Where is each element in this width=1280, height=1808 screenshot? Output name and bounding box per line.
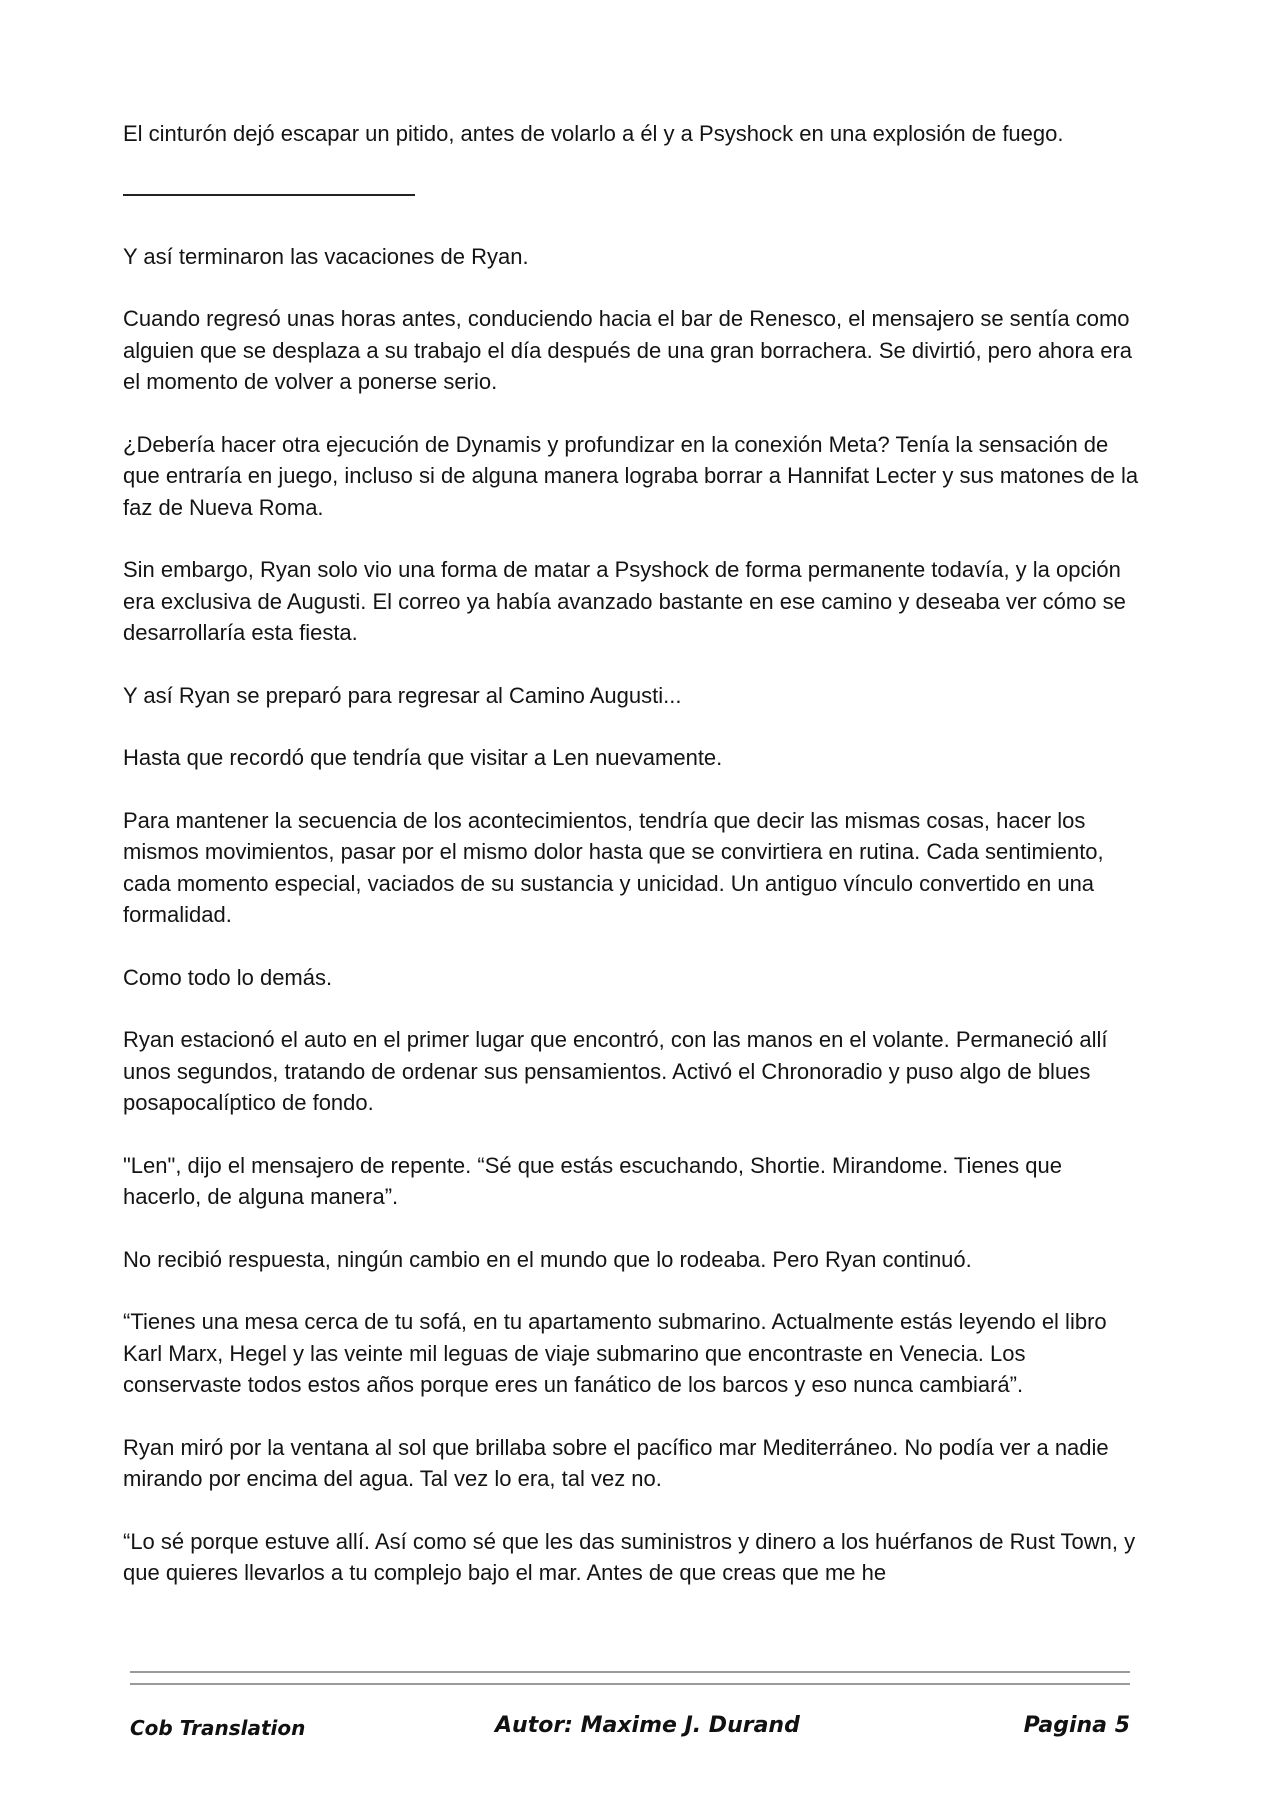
paragraph: Ryan estacionó el auto en el primer lugar que encontró, con las manos en el volante. Permaneció allí unos segundos, tratando de ordenar sus pensamientos. Activó el Chronoradio y puso algo de blues posapocalíptico de fondo. <box>123 1027 1108 1115</box>
section-separator <box>123 194 415 196</box>
paragraph: Sin embargo, Ryan solo vio una forma de matar a Psyshock de forma permanente todavía, y la opción era exclusiva de Augusti. El correo ya había avanzado bastante en ese camino y deseaba ver cómo se desarrollaría esta fiesta. <box>123 557 1126 645</box>
paragraph: “Lo sé porque estuve allí. Así como sé que les das suministros y dinero a los huérfanos de Rust Town, y que quieres llevarlos a tu complejo bajo el mar. Antes de que creas que me he <box>123 1528 1136 1585</box>
paragraph: Como todo lo demás. <box>123 964 333 990</box>
page-footer <box>130 1713 1130 1753</box>
paragraph: Y así Ryan se preparó para regresar al Camino Augusti... <box>123 682 682 708</box>
footer-author: Autor: Maxime J. Durand <box>495 1713 800 1738</box>
paragraph: Cuando regresó unas horas antes, conduciendo hacia el bar de Renesco, el mensajero se sentía como alguien que se desplaza a su trabajo el día después de una gran borrachera. Se divirtió, pero ahora era el momento de volver a ponerse serio. <box>123 306 1133 394</box>
paragraph: ¿Debería hacer otra ejecución de Dynamis y profundizar en la conexión Meta? Tenía la sensación de que entraría en juego, incluso si de alguna manera lograba borrar a Hannifat Lecter y sus matones de la faz de Nueva Roma. <box>123 431 1139 520</box>
paragraph: “Tienes una mesa cerca de tu sofá, en tu apartamento submarino. Actualmente estás leyendo el libro Karl Marx, Hegel y las veinte mil leguas de viaje submarino que encontraste en Venecia. Los conservaste todos estos años porque eres un fanático de los barcos y eso nunca cambiará”. <box>123 1309 1107 1397</box>
paragraph: "Len", dijo el mensajero de repente. “Sé que estás escuchando, Shortie. Mirandome. Tienes que hacerlo, de alguna manera”. <box>123 1152 1062 1209</box>
paragraph: Para mantener la secuencia de los acontecimientos, tendría que decir las mismas cosas, hacer los mismos movimientos, pasar por el mismo dolor hasta que se convirtiera en rutina. Cada sentimiento, cada momento especial, vaciados de su sustancia y unicidad. Un antiguo vínculo convertido en una formalidad. <box>123 807 1104 927</box>
footer-rule-bottom <box>130 1683 1130 1685</box>
paragraph: No recibió respuesta, ningún cambio en el mundo que lo rodeaba. Pero Ryan continuó. <box>123 1246 972 1272</box>
footer-page-number: Pagina 5 <box>1023 1713 1130 1738</box>
paragraph: El cinturón dejó escapar un pitido, antes de volarlo a él y a Psyshock en una explosión de fuego. <box>123 121 1064 146</box>
document-body <box>123 118 1143 1620</box>
footer-rule-top <box>130 1671 1130 1673</box>
paragraph: Ryan miró por la ventana al sol que brillaba sobre el pacífico mar Mediterráneo. No podía ver a nadie mirando por encima del agua. Tal vez lo era, tal vez no. <box>123 1434 1109 1491</box>
paragraph: Hasta que recordó que tendría que visitar a Len nuevamente. <box>123 745 723 770</box>
footer-translator: Cob Translation <box>130 1716 306 1740</box>
paragraph: Y así terminaron las vacaciones de Ryan. <box>123 243 529 269</box>
